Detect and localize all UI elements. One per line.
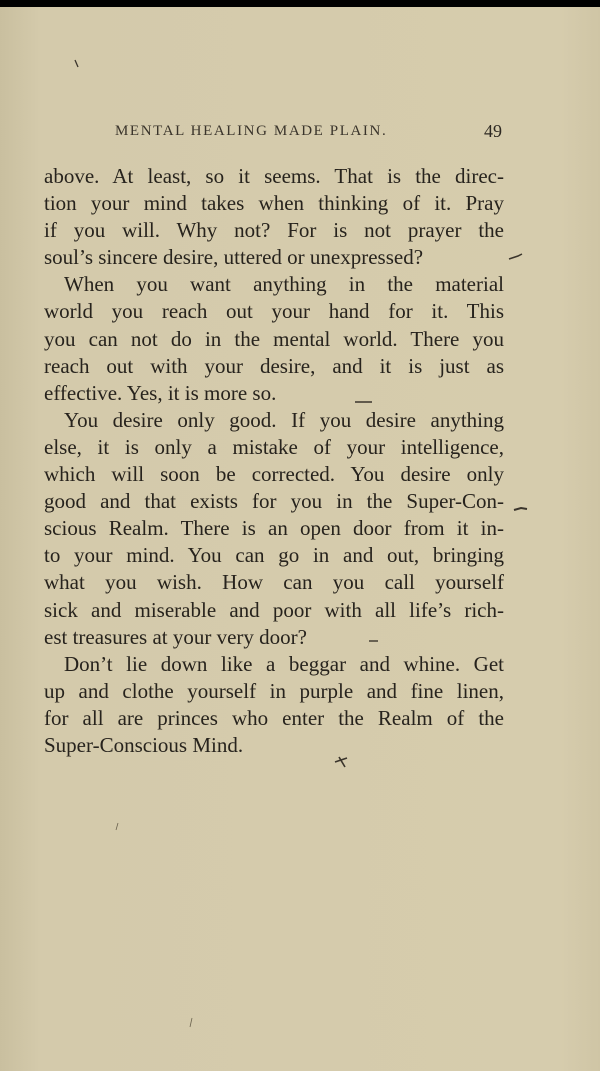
text-line: to your mind. You can go in and out, bringing xyxy=(44,543,504,568)
text-line: Don’t lie down like a beggar and whine. Get xyxy=(64,651,504,676)
text-line: tion your mind takes when thinking of it. Pray xyxy=(44,191,504,216)
paragraph xyxy=(44,271,504,406)
text-line: est treasures at your very door? xyxy=(44,624,307,649)
text-line: you can not do in the mental world. There you xyxy=(44,326,504,351)
text-line: reach out with your desire, and it is just as xyxy=(44,353,504,378)
pencil-mark-icon xyxy=(74,59,80,69)
running-title: MENTAL HEALING MADE PLAIN. xyxy=(115,123,388,139)
text-line: up and clothe yourself in purple and fine linen, xyxy=(44,678,504,703)
pencil-cross-icon xyxy=(333,755,349,769)
pencil-dash-icon xyxy=(368,638,380,644)
text-line: world you reach out your hand for it. This xyxy=(44,299,504,324)
pencil-dash-icon xyxy=(354,398,374,406)
paragraph xyxy=(44,651,504,759)
body-text xyxy=(44,163,504,759)
pencil-dash-icon xyxy=(513,505,529,513)
text-line: effective. Yes, it is more so. xyxy=(44,380,277,405)
pencil-mark-icon xyxy=(114,822,120,832)
text-line: above. At least, so it seems. That is the direc- xyxy=(44,164,504,188)
text-line: scious Realm. There is an open door from it in- xyxy=(44,516,504,541)
text-line: You desire only good. If you desire anything xyxy=(64,407,504,432)
page-number: 49 xyxy=(484,121,502,141)
running-header xyxy=(42,119,504,145)
text-line: for all are princes who enter the Realm of the xyxy=(44,705,504,730)
text-line: soul’s sincere desire, uttered or unexpressed? xyxy=(44,245,424,270)
text-line: good and that exists for you in the Super-Con- xyxy=(44,489,504,514)
text-line: else, it is only a mistake of your intelligence, xyxy=(44,434,504,459)
text-line: When you want anything in the material xyxy=(64,272,504,297)
text-line: if you will. Why not? For is not prayer the xyxy=(44,218,504,243)
pencil-dash-icon xyxy=(508,253,524,261)
text-line: what you wish. How can you call yourself xyxy=(44,570,504,595)
paragraph xyxy=(44,163,504,271)
paragraph xyxy=(44,407,504,651)
text-line: Super-Conscious Mind. xyxy=(44,732,244,757)
book-page xyxy=(0,7,600,1071)
text-line: which will soon be corrected. You desire only xyxy=(44,462,504,487)
text-line: sick and miserable and poor with all life’s rich- xyxy=(44,597,504,622)
pencil-mark-icon xyxy=(188,1017,194,1029)
